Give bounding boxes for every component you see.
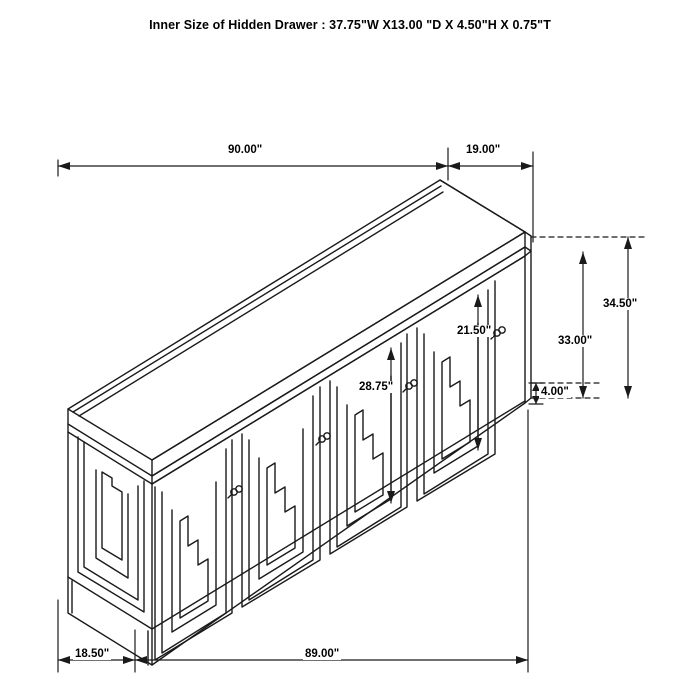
dim-label-total-height: 34.50" xyxy=(603,298,638,310)
left-side-panel xyxy=(78,437,144,612)
dim-door-height-front xyxy=(387,348,395,503)
dim-label-top-width: 90.00" xyxy=(228,144,263,156)
dim-cabinet-height xyxy=(579,252,587,398)
base-plinth xyxy=(68,401,525,665)
dim-label-side-depth: 18.50" xyxy=(75,648,110,660)
dim-label-door-height-front: 28.75" xyxy=(359,381,394,393)
cabinet-top xyxy=(68,180,525,460)
dim-total-height xyxy=(624,237,632,398)
dim-door-height-right xyxy=(474,295,482,450)
dim-label-top-depth: 19.00" xyxy=(466,144,501,156)
dim-label-cabinet-height: 33.00" xyxy=(558,335,593,347)
cabinet-door-2 xyxy=(242,387,330,607)
right-end-panel xyxy=(525,251,531,403)
front-face xyxy=(68,256,525,665)
page-title: Inner Size of Hidden Drawer : 37.75"W X13.00 "D X 4.50"H X 0.75"T xyxy=(149,18,551,32)
dim-label-bottom-width: 89.00" xyxy=(305,648,340,660)
dim-top-group xyxy=(58,148,533,242)
dim-label-base-height: 4.00" xyxy=(541,386,569,398)
cabinet-door-1 xyxy=(155,440,242,660)
dim-label-door-height-right: 21.50" xyxy=(457,325,492,337)
